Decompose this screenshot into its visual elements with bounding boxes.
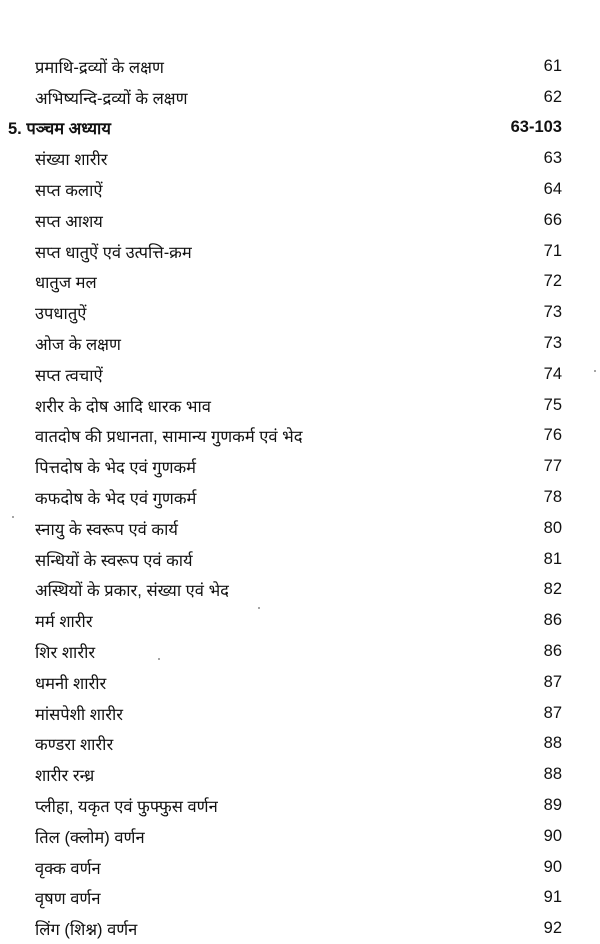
toc-entry [0, 236, 600, 267]
toc-entry [0, 759, 600, 790]
toc-entry [0, 698, 600, 729]
entry-page-number: 88 [543, 734, 562, 753]
toc-entry [0, 821, 600, 852]
entry-title: धातुज मल [35, 274, 97, 293]
entry-page-number: 73 [543, 334, 562, 353]
entry-title: अभिष्यन्दि-द्रव्यों के लक्षण [35, 89, 188, 108]
entry-title: अस्थियों के प्रकार, संख्या एवं भेद [35, 582, 229, 601]
entry-page-number: 61 [543, 56, 562, 75]
entry-title: सप्त धातुऐं एवं उत्पत्ति-क्रम [35, 243, 192, 262]
toc-entry [0, 544, 600, 575]
toc-entry [0, 913, 600, 944]
toc-entry [0, 328, 600, 359]
entry-title: मांसपेशी शारीर [35, 705, 124, 724]
entry-title: मर्म शारीर [35, 613, 93, 632]
toc-entry [0, 852, 600, 883]
entry-title: स्नायु के स्वरूप एवं कार्य [35, 520, 178, 539]
scan-speck [258, 607, 260, 609]
entry-page-number: 90 [543, 826, 562, 845]
entry-page-number: 87 [543, 703, 562, 722]
entry-page-number: 66 [543, 210, 562, 229]
entry-page-number: 86 [543, 611, 562, 630]
entry-title: प्लीहा, यकृत एवं फुफ्फुस वर्णन [35, 798, 218, 817]
scan-speck [158, 658, 160, 660]
entry-page-number: 81 [543, 549, 562, 568]
toc-entry [0, 482, 600, 513]
entry-page-number: 91 [543, 888, 562, 907]
toc-entry [0, 390, 600, 421]
toc-entry [0, 575, 600, 606]
entry-page-number: 72 [543, 272, 562, 291]
entry-title: सप्त त्वचाऐं [35, 366, 103, 385]
scan-speck [594, 370, 596, 372]
toc-entry [0, 359, 600, 390]
table-of-contents [0, 51, 600, 944]
entry-title: सप्त कलाऐं [35, 182, 103, 201]
toc-entry [0, 883, 600, 914]
entry-title: 5. पञ्चम अध्याय [8, 120, 111, 139]
entry-title: लिंग (शिश्न) वर्णन [35, 921, 138, 940]
toc-entry [0, 729, 600, 760]
toc-entry [0, 667, 600, 698]
entry-title: संख्या शारीर [35, 151, 108, 170]
toc-entry [0, 82, 600, 113]
entry-page-number: 73 [543, 303, 562, 322]
entry-title: ओज के लक्षण [35, 336, 121, 355]
toc-entry [0, 513, 600, 544]
entry-title: सप्त आशय [35, 212, 103, 231]
chapter-heading [0, 113, 600, 144]
entry-title: धमनी शारीर [35, 674, 107, 693]
entry-page-number: 78 [543, 488, 562, 507]
entry-title: शारीर रन्ध्र [35, 767, 95, 786]
entry-page-number: 77 [543, 457, 562, 476]
toc-entry [0, 421, 600, 452]
entry-page-number: 76 [543, 426, 562, 445]
entry-page-number: 71 [543, 241, 562, 260]
entry-title: कफदोष के भेद एवं गुणकर्म [35, 490, 197, 509]
entry-page-number: 63 [543, 149, 562, 168]
entry-title: शिर शारीर [35, 644, 96, 663]
entry-page-number: 86 [543, 642, 562, 661]
entry-title: तिल (क्लोम) वर्णन [35, 828, 145, 847]
toc-entry [0, 205, 600, 236]
entry-page-number: 82 [543, 580, 562, 599]
entry-page-number: 89 [543, 796, 562, 815]
toc-entry [0, 790, 600, 821]
toc-entry [0, 143, 600, 174]
entry-page-number: 87 [543, 672, 562, 691]
toc-entry [0, 267, 600, 298]
entry-title: उपधातुऐं [35, 305, 87, 324]
toc-entry [0, 636, 600, 667]
entry-title: कण्डरा शारीर [35, 736, 114, 755]
entry-page-number: 63-103 [510, 118, 562, 137]
entry-title: वृषण वर्णन [35, 890, 101, 909]
entry-title: वृक्क वर्णन [35, 859, 101, 878]
entry-title: शरीर के दोष आदि धारक भाव [35, 397, 211, 416]
entry-page-number: 75 [543, 395, 562, 414]
toc-entry [0, 51, 600, 82]
toc-entry [0, 451, 600, 482]
entry-page-number: 92 [543, 919, 562, 938]
entry-page-number: 88 [543, 765, 562, 784]
entry-title: सन्धियों के स्वरूप एवं कार्य [35, 551, 193, 570]
toc-entry [0, 174, 600, 205]
toc-entry [0, 605, 600, 636]
entry-title: पित्तदोष के भेद एवं गुणकर्म [35, 459, 197, 478]
toc-entry [0, 297, 600, 328]
entry-page-number: 62 [543, 87, 562, 106]
entry-title: प्रमाथि-द्रव्यों के लक्षण [35, 58, 164, 77]
scan-speck [12, 516, 14, 518]
entry-page-number: 80 [543, 518, 562, 537]
entry-title: वातदोष की प्रधानता, सामान्य गुणकर्म एवं भेद [35, 428, 303, 447]
entry-page-number: 90 [543, 857, 562, 876]
entry-page-number: 74 [543, 364, 562, 383]
entry-page-number: 64 [543, 180, 562, 199]
